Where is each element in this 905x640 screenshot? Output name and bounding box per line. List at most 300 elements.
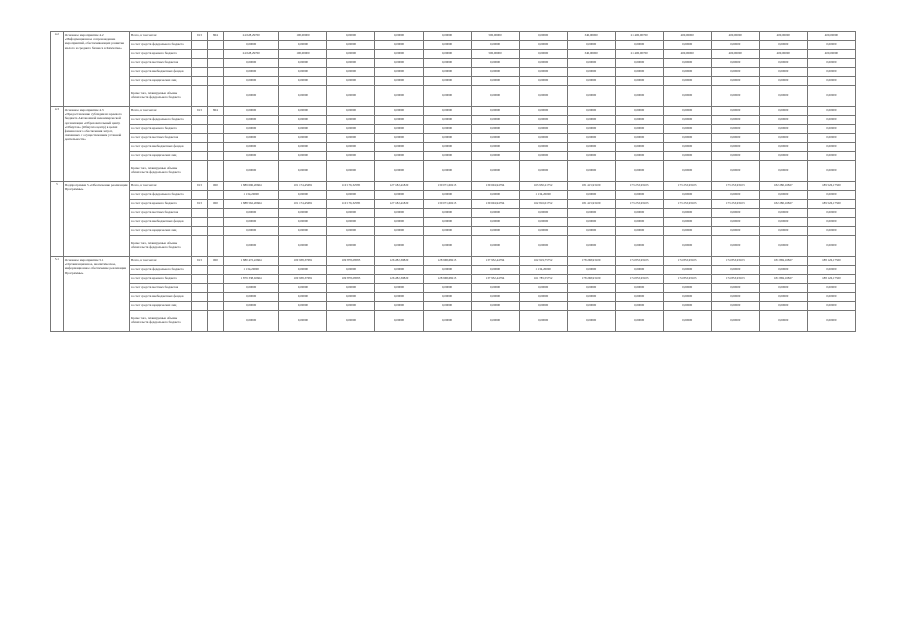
year-value: 126 282,30820 [375,257,423,266]
year-value: 0,00000 [279,125,327,134]
funding-source: за счет средств внебюджетных фондов [129,293,191,302]
year-value: 0,00000 [615,302,663,311]
year-value: 0,00000 [375,209,423,218]
year-value: 0,00000 [279,41,327,50]
total-value: 0,00000 [223,116,279,125]
year-value: 0,00000 [663,209,711,218]
funding-source: Кроме того, планируемые объемы обязательств федерального бюджета [129,236,191,257]
year-value: 340,00000 [567,32,615,41]
year-value: 0,00000 [759,86,807,107]
year-value: 173 253,93103 [663,182,711,191]
year-value: 0,00000 [615,218,663,227]
funding-source: за счет средств юридических лиц [129,302,191,311]
year-value: 0,00000 [519,227,567,236]
year-value: 0,00000 [423,284,471,293]
total-value: 0,00000 [223,152,279,161]
year-value: 0,00000 [279,236,327,257]
year-value: 0,00000 [327,284,375,293]
year-value: 0,00000 [471,41,519,50]
grbs-code [191,143,207,152]
table-row [51,50,856,59]
funding-source: Кроме того, планируемые объемы обязательств федерального бюджета [129,86,191,107]
funding-source: за счет средств внебюджетных фондов [129,218,191,227]
year-value: 0,00000 [615,311,663,332]
total-value: 0,00000 [223,284,279,293]
rz-code [207,236,223,257]
section-index: 4.2 [51,32,64,107]
year-value: 0,00000 [807,266,855,275]
year-value: 0,00000 [375,68,423,77]
year-value: 0,00000 [519,143,567,152]
grbs-code [191,293,207,302]
year-value: 0,00000 [711,134,759,143]
year-value: 0,00000 [519,41,567,50]
year-value: 137 952,44794 [471,275,519,284]
year-value: 0,00000 [807,143,855,152]
year-value: 0,00000 [567,68,615,77]
year-value: 0,00000 [807,116,855,125]
grbs-code [191,209,207,218]
year-value: 0,00000 [279,77,327,86]
funding-source: Кроме того, планируемые объемы обязательств федерального бюджета [129,161,191,182]
year-value: 0,00000 [759,191,807,200]
year-value: 0,00000 [615,107,663,116]
year-value: 0,00000 [279,311,327,332]
year-value: 0,00000 [471,227,519,236]
year-value: 0,00000 [663,125,711,134]
year-value: 0,00000 [567,302,615,311]
year-value: 0,00000 [471,59,519,68]
table-row [51,200,856,209]
grbs-code [191,41,207,50]
year-value: 0,00000 [663,143,711,152]
rz-code [207,134,223,143]
table-row [51,143,856,152]
year-value: 0,00000 [423,125,471,134]
year-value: 0,00000 [327,227,375,236]
total-value: 0,00000 [223,134,279,143]
year-value: 0,00000 [807,191,855,200]
grbs-code [191,152,207,161]
year-value: 0,00000 [615,191,663,200]
year-value: 0,00000 [327,161,375,182]
year-value: 174 853,93103 [615,275,663,284]
year-value: 0,00000 [423,302,471,311]
year-value: 101 174,45681 [279,182,327,191]
rz-code [207,116,223,125]
section-title: Основное мероприятие 5.1 «Организационное, аналитическое, информационное обеспечение реализации Программы» [63,257,129,332]
rz-code: 804 [207,107,223,116]
table-row [51,293,856,302]
year-value: 0,00000 [567,134,615,143]
rz-code [207,143,223,152]
year-value: 0,00000 [711,152,759,161]
year-value: 0,00000 [471,293,519,302]
grbs-code [191,266,207,275]
year-value: 0,00000 [471,161,519,182]
year-value: 0,00000 [759,293,807,302]
table-row [51,236,856,257]
year-value: 0,00000 [519,32,567,41]
year-value: 0,00000 [567,236,615,257]
year-value: 181 415,93109 [567,200,615,209]
funding-source: за счет средств юридических лиц [129,152,191,161]
year-value: 0,00000 [759,161,807,182]
rz-code [207,284,223,293]
rz-code [207,41,223,50]
year-value: 0,00000 [519,218,567,227]
year-value: 1 134,20000 [519,191,567,200]
year-value: 0,00000 [711,293,759,302]
year-value: 0,00000 [423,311,471,332]
total-value: 1 889 696,20664 [223,182,279,191]
year-value: 0,00000 [663,134,711,143]
year-value: 0,00000 [375,77,423,86]
year-value: 0,00000 [471,107,519,116]
year-value: 0,00000 [519,293,567,302]
year-value: 0,00000 [423,32,471,41]
year-value: 0,00000 [327,50,375,59]
year-value: 0,00000 [423,209,471,218]
year-value: 0,00000 [663,107,711,116]
total-value: 0,00000 [223,59,279,68]
year-value: 0,00000 [615,116,663,125]
year-value: 0,00000 [615,227,663,236]
year-value: 0,00000 [711,236,759,257]
year-value: 0,00000 [327,107,375,116]
year-value: 0,00000 [375,236,423,257]
total-value: 0,00000 [223,107,279,116]
total-value: 0,00000 [223,293,279,302]
year-value: 0,00000 [663,293,711,302]
section-title: Подпрограмма 5 «Обеспечение реализации Программы» [63,182,129,257]
funding-source: за счет средств федерального бюджета [129,191,191,200]
table-row [51,107,856,116]
year-value: 0,00000 [327,32,375,41]
rz-code [207,311,223,332]
year-value: 127 182,41820 [375,182,423,191]
rz-code [207,293,223,302]
table-body [51,32,856,332]
table-row [51,257,856,266]
year-value: 109 878,28585 [327,275,375,284]
funding-source: за счет средств федерального бюджета [129,116,191,125]
table-row [51,218,856,227]
year-value: 173 253,93103 [615,182,663,191]
year-value: 500,00000 [471,50,519,59]
year-value: 0,00000 [279,191,327,200]
year-value: 0,00000 [327,59,375,68]
year-value: 0,00000 [759,134,807,143]
year-value: 0,00000 [471,152,519,161]
year-value: 0,00000 [471,77,519,86]
funding-source: за счет средств юридических лиц [129,77,191,86]
grbs-code [191,302,207,311]
year-value: 0,00000 [279,284,327,293]
year-value: 0,00000 [279,134,327,143]
table-row [51,59,856,68]
year-value: 0,00000 [423,218,471,227]
year-value: 0,00000 [375,152,423,161]
year-value: 139 604,94794 [471,200,519,209]
year-value: 0,00000 [663,68,711,77]
table-row [51,275,856,284]
year-value: 0,00000 [807,107,855,116]
table-row [51,284,856,293]
year-value: 0,00000 [327,125,375,134]
year-value: 174 853,93103 [711,275,759,284]
year-value: 0,00000 [567,284,615,293]
year-value: 0,00000 [759,116,807,125]
year-value: 174 853,93103 [711,257,759,266]
total-value: 1 879 338,02664 [223,275,279,284]
total-value: 0,00000 [223,68,279,77]
year-value: 181 869,16827 [759,257,807,266]
year-value: 0,00000 [759,302,807,311]
grbs-code [191,86,207,107]
rz-code [207,275,223,284]
year-value: 0,00000 [759,107,807,116]
year-value: 0,00000 [327,191,375,200]
year-value: 0,00000 [615,59,663,68]
funding-source: за счет средств местных бюджетов [129,59,191,68]
section-title: Основное мероприятие 4.2 «Информационное сопровождение мероприятий, обеспечивающих развитие малого и среднего бизнеса в Камчатке» [63,32,129,107]
year-value: 0,00000 [663,284,711,293]
year-value: 128 968,68215 [423,275,471,284]
year-value: 128 968,68215 [423,257,471,266]
year-value: 0,00000 [519,161,567,182]
year-value: 0,00000 [615,86,663,107]
year-value: 0,00000 [519,134,567,143]
table-row [51,182,856,191]
year-value: 21 400,00700 [615,50,663,59]
grbs-code [191,116,207,125]
year-value: 0,00000 [711,218,759,227]
year-value: 0,00000 [375,218,423,227]
year-value: 0,00000 [279,116,327,125]
year-value: 0,00000 [375,32,423,41]
year-value: 0,00000 [615,143,663,152]
section-title: Основное мероприятие 4.3 «Предоставление субсидии из краевого бюджета Автономной некоммерческой организации «Образовательный центр «Обмулла» (Обмулла центр) в целях финансового обеспечения затрат, связанных с осуществлением уставной деятельности» [63,107,129,182]
year-value: 0,00000 [423,134,471,143]
year-value: 110 176,32585 [327,182,375,191]
year-value: 181 415,93109 [567,182,615,191]
year-value: 0,00000 [807,218,855,227]
year-value: 0,00000 [567,59,615,68]
table-row [51,116,856,125]
year-value: 189 526,17500 [807,182,855,191]
year-value: 0,00000 [471,209,519,218]
year-value: 0,00000 [375,143,423,152]
year-value: 0,00000 [471,191,519,200]
year-value: 0,00000 [807,68,855,77]
year-value: 0,00000 [567,143,615,152]
year-value: 0,00000 [807,41,855,50]
year-value: 0,00000 [615,68,663,77]
year-value: 0,00000 [711,116,759,125]
year-value: 174 853,93103 [615,257,663,266]
year-value: 0,00000 [471,125,519,134]
table-row [51,134,856,143]
year-value: 0,00000 [567,311,615,332]
year-value: 0,00000 [519,125,567,134]
year-value: 0,00000 [567,227,615,236]
table-row [51,311,856,332]
year-value: 0,00000 [567,41,615,50]
table-row [51,209,856,218]
total-value: 0,00000 [223,302,279,311]
grbs-code [191,50,207,59]
funding-table [50,31,856,332]
year-value: 0,00000 [807,209,855,218]
year-value: 0,00000 [423,227,471,236]
funding-source: Всего, в том числе: [129,257,191,266]
year-value: 0,00000 [615,161,663,182]
rz-code [207,227,223,236]
year-value: 0,00000 [423,266,471,275]
year-value: 0,00000 [711,41,759,50]
year-value: 126 282,30820 [375,275,423,284]
year-value: 0,00000 [567,191,615,200]
year-value: 0,00000 [279,161,327,182]
year-value: 0,00000 [423,86,471,107]
year-value: 0,00000 [807,293,855,302]
total-value: 1 134,20000 [223,191,279,200]
year-value: 0,00000 [807,284,855,293]
year-value: 0,00000 [471,68,519,77]
year-value: 0,00000 [327,143,375,152]
year-value: 173 253,93103 [711,200,759,209]
year-value: 0,00000 [327,266,375,275]
rz-code [207,77,223,86]
year-value: 0,00000 [471,86,519,107]
total-value: 0,00000 [223,86,279,107]
year-value: 0,00000 [375,266,423,275]
year-value: 0,00000 [567,125,615,134]
year-value: 0,00000 [327,134,375,143]
document-sheet [50,31,856,332]
year-value: 0,00000 [519,77,567,86]
grbs-code: 913 [191,182,207,191]
year-value: 0,00000 [279,152,327,161]
year-value: 0,00000 [759,41,807,50]
year-value: 0,00000 [375,86,423,107]
year-value: 173 253,93103 [711,182,759,191]
year-value: 0,00000 [423,59,471,68]
year-value: 178 268,93109 [567,275,615,284]
total-value: 0,00000 [223,218,279,227]
year-value: 0,00000 [615,293,663,302]
year-value: 0,00000 [375,302,423,311]
year-value: 0,00000 [615,236,663,257]
total-value: 1 880 472,22664 [223,257,279,266]
year-value: 0,00000 [759,125,807,134]
table-row [51,68,856,77]
table-row [51,161,856,182]
year-value: 0,00000 [567,161,615,182]
year-value: 0,00000 [759,284,807,293]
year-value: 188 126,17500 [807,275,855,284]
year-value: 0,00000 [327,77,375,86]
year-value: 0,00000 [567,86,615,107]
year-value: 0,00000 [327,311,375,332]
year-value: 0,00000 [423,152,471,161]
year-value: 109 878,28585 [327,257,375,266]
rz-code: 804 [207,32,223,41]
year-value: 0,00000 [279,302,327,311]
rz-code: 000 [207,182,223,191]
total-value: 0,00000 [223,236,279,257]
year-value: 0,00000 [615,77,663,86]
year-value: 0,00000 [663,236,711,257]
year-value: 0,00000 [567,293,615,302]
rz-code [207,209,223,218]
year-value: 0,00000 [375,50,423,59]
year-value: 189 526,17500 [807,200,855,209]
year-value: 0,00000 [663,311,711,332]
section-index: 4.3 [51,107,64,182]
rz-code [207,125,223,134]
year-value: 0,00000 [711,77,759,86]
year-value: 0,00000 [711,209,759,218]
total-value: 1 888 562,20664 [223,200,279,209]
year-value: 0,00000 [279,266,327,275]
year-value: 130 071,60215 [423,200,471,209]
year-value: 0,00000 [807,134,855,143]
funding-source: за счет средств федерального бюджета [129,266,191,275]
year-value: 0,00000 [759,266,807,275]
year-value: 173 253,93103 [615,200,663,209]
year-value: 0,00000 [519,50,567,59]
year-value: 0,00000 [375,125,423,134]
year-value: 0,00000 [471,311,519,332]
year-value: 0,00000 [327,302,375,311]
year-value: 173 253,93103 [663,200,711,209]
year-value: 0,00000 [711,311,759,332]
year-value: 100,00000 [279,50,327,59]
year-value: 0,00000 [663,227,711,236]
year-value: 0,00000 [567,266,615,275]
funding-source: за счет средств краевого бюджета [129,125,191,134]
year-value: 400,00000 [663,50,711,59]
funding-source: за счет средств краевого бюджета [129,200,191,209]
total-value: 0,00000 [223,311,279,332]
rz-code [207,68,223,77]
table-row [51,86,856,107]
year-value: 0,00000 [759,152,807,161]
year-value: 0,00000 [807,227,855,236]
year-value: 0,00000 [711,284,759,293]
funding-source: за счет средств краевого бюджета [129,275,191,284]
year-value: 188 126,17500 [807,257,855,266]
year-value: 0,00000 [471,266,519,275]
year-value: 0,00000 [711,191,759,200]
year-value: 0,00000 [375,227,423,236]
total-value: 1 134,20000 [223,266,279,275]
year-value: 21 400,00700 [615,32,663,41]
grbs-code: 913 [191,200,207,209]
year-value: 0,00000 [711,107,759,116]
year-value: 110 176,32585 [327,200,375,209]
year-value: 0,00000 [567,107,615,116]
year-value: 0,00000 [519,59,567,68]
grbs-code [191,311,207,332]
year-value: 0,00000 [759,59,807,68]
year-value: 0,00000 [327,86,375,107]
table-row [51,32,856,41]
rz-code [207,266,223,275]
year-value: 0,00000 [711,266,759,275]
